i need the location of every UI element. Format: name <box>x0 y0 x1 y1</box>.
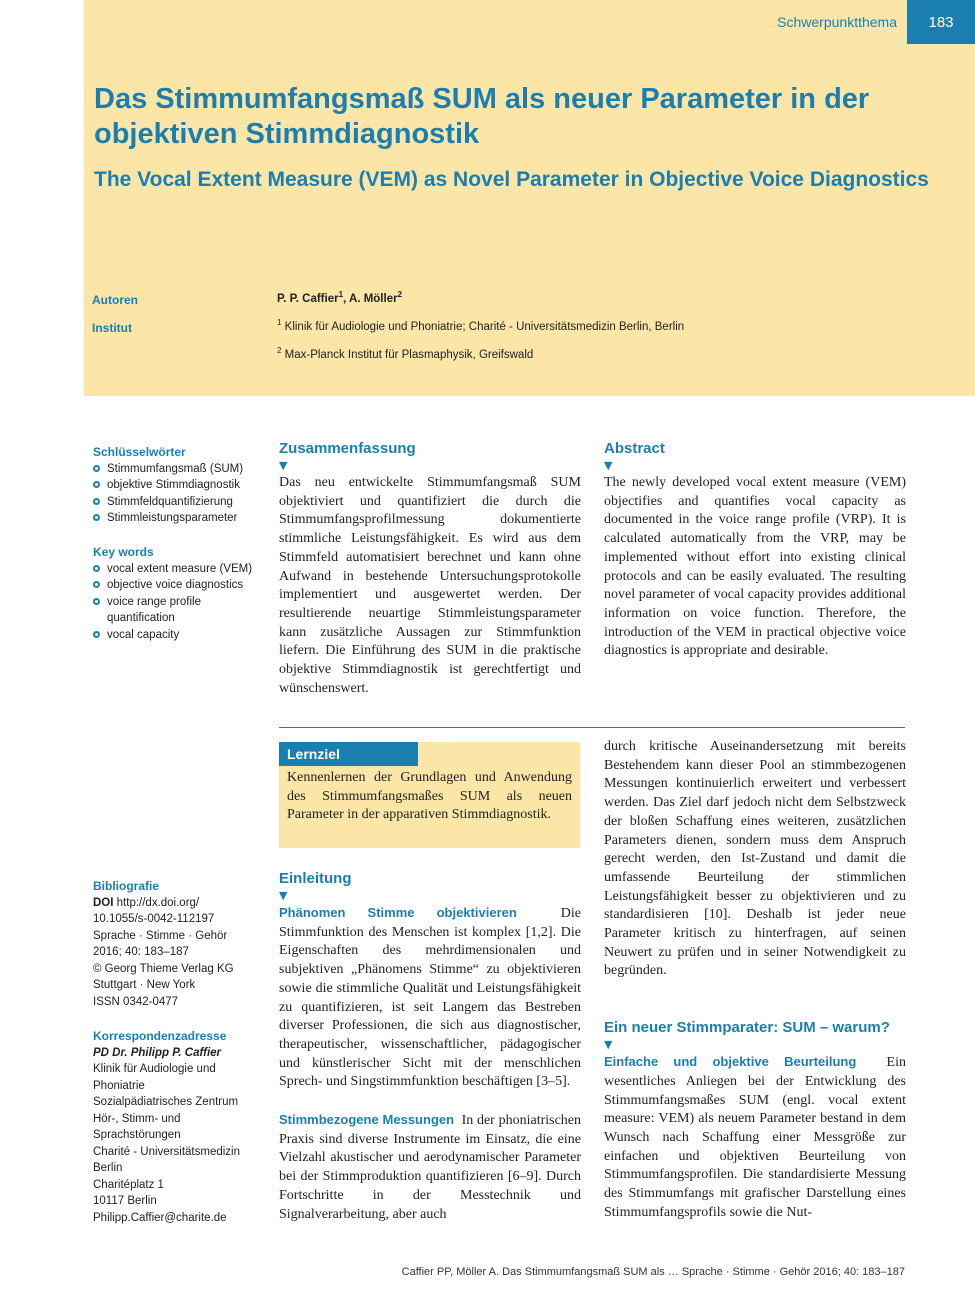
correspondence <box>93 1028 243 1226</box>
abstract-section <box>604 440 906 661</box>
einleitung-paragraph-1: Phänomen Stimme objektivieren Die Stimmfunktion des Menschen ist komplex [1,2]. Die Eigenschaften des mehrdimensionalen und subjektiven „Phänomens Stimme“ zu objektivieren sowie die stimmliche Qualität und Leistungsfähigkeit zu quantifizieren, ist seit Langem das Bestreben diverser Professionen, die sich aus diagnostischer, therapeutischer, wissenschaftlicher, pädagogischer und künstlerischer Sicht mit der menschlichen Sprech- und Singstimmfunktion beschäftigen [3–5]. <box>279 905 581 1090</box>
bibliography <box>93 878 243 1010</box>
abstract-title: Abstract <box>604 440 665 457</box>
keywords-de-title: Schlüsselwörter <box>93 445 186 459</box>
triangle-down-icon: ▼ <box>279 889 288 902</box>
corr-line: 10117 Berlin <box>93 1195 157 1207</box>
divider <box>279 727 905 728</box>
keyword-item: voice range profile quantification <box>93 594 237 627</box>
lernziel-label: Lernziel <box>279 742 418 766</box>
zusammenfassung-section <box>279 440 581 698</box>
biblio-line: ISSN 0342-0477 <box>93 995 179 1008</box>
keyword-item: objektive Stimmdiagnostik <box>93 477 258 494</box>
running-head <box>777 0 975 44</box>
bullet-icon <box>93 481 100 488</box>
institute-label: Institut <box>92 321 132 335</box>
biblio-title: Bibliografie <box>93 879 160 893</box>
keywords-de <box>93 444 258 527</box>
triangle-down-icon: ▼ <box>279 459 288 472</box>
lernziel-box <box>279 742 580 848</box>
keyword-item: Stimmleistungsparameter <box>93 510 258 527</box>
corr-email[interactable]: Philipp.Caffier@charite.de <box>93 1211 227 1224</box>
footer-citation: Caffier PP, Möller A. Das Stimmumfangsmaß SUM als … Sprache · Stimme · Gehör 2016; 40: 183–187 <box>401 1266 905 1278</box>
keyword-item: vocal extent measure (VEM) <box>93 561 258 578</box>
section-label: Schwerpunktthema <box>777 14 897 30</box>
biblio-line: Stuttgart · New York <box>93 979 196 991</box>
triangle-down-icon: ▼ <box>604 1038 613 1052</box>
corr-line: Charitéplatz 1 <box>93 1178 164 1191</box>
continuation-text: durch kritische Auseinandersetzung mit bereits Bestehendem kann dieser Pool an stimmbezogenen Messungen kontinuierlich erweitert und verbessert werden. Das Ziel darf jedoch nicht dem Selbstzweck der bloßen Schaffung eines weiteren, zusätzlichen Parameters dienen, sondern muss dem Anspruch gerecht werden, den Ist-Zustand und damit die umfassende Beurteilung der stimmlichen Leistungsfähigkeit besser zu objektivieren und zu standardisieren [10]. Deshalb ist jeder neue Parameter kritisch zu hinterfragen, auf seinen Neuwert zu prüfen und in seiner Notwendigkeit zu begründen. <box>604 739 906 979</box>
corr-line: Klinik für Audiologie und Phoniatrie <box>93 1063 216 1092</box>
einleitung-title: Einleitung <box>279 870 352 887</box>
biblio-line: 2016; 40: 183–187 <box>93 946 189 958</box>
biblio-line: Sprache · Stimme · Gehör <box>93 929 228 942</box>
authors-label: Autoren <box>92 293 138 307</box>
zusammenfassung-title: Zusammenfassung <box>279 440 416 457</box>
header-band <box>84 0 975 396</box>
authors: P. P. Caffier$^1$, A. Möller$^2$ <box>277 290 403 305</box>
keyword-item: Stimmumfangsmaß (SUM) <box>93 461 258 478</box>
section-title-sum: Ein neuer Stimmparater: SUM – warum? <box>604 1019 890 1037</box>
bullet-icon <box>93 465 100 472</box>
bullet-icon <box>93 565 100 572</box>
title-german: Das Stimmumfangsmaß SUM als neuer Parameter in der objektiven Stimmdiagnostik <box>94 83 870 150</box>
institute-2: $^2$ Max-Planck Institut für Plasmaphysik, Greifswald <box>277 346 534 361</box>
einleitung-paragraph-2: Stimmbezogene Messungen In der phoniatrischen Praxis sind diverse Instrumente im Einsatz, die eine Vielzahl akustischer und aerodynamischer Parameter bei der Stimmproduktion quantifizieren [6–9]. Durch Fortschritte in der Messtechnik und Signalverarbeitung, aber auch <box>279 1112 582 1222</box>
bullet-icon <box>93 631 100 638</box>
bullet-icon <box>93 598 100 605</box>
biblio-doi: DOI http://dx.doi.org/ 10.1055/s-0042-112197 <box>93 896 215 925</box>
bullet-icon <box>93 581 100 588</box>
keywords-en-title: Key words <box>93 545 154 559</box>
keyword-item: objective voice diagnostics <box>93 577 258 594</box>
zusammenfassung-text: Das neu entwickelte Stimmumfangsmaß SUM objektiviert und quantifiziert die durch die Stimmumfangsprofilmessung dokumentierte stimmliche Leistungsfähigkeit. Es wird aus dem Stimmfeld automatisiert berechnet und kann ohne Aufwand in bestehende Untersuchungsprotokolle implementiert und ausgewertet werden. Der resultierende neuartige Stimmleistungsparameter kann zusätzliche Aussagen zur Stimmfunktion liefern. Die Einführung des SUM in die praktische objektive Stimmdiagnostik ist gerechtfertigt und wünschenswert. <box>279 475 581 696</box>
triangle-down-icon: ▼ <box>604 459 613 472</box>
lernziel-text: Kennenlernen der Grundlagen und Anwendung des Stimmumfangsmaßes SUM als neuen Parameter in der apparativen Stimmdiagnostik. <box>287 770 572 823</box>
keyword-item: vocal capacity <box>93 627 258 644</box>
keyword-item: Stimmfeldquantifizierung <box>93 494 258 511</box>
biblio-line: © Georg Thieme Verlag KG <box>93 962 234 975</box>
sum-paragraph: Einfache und objektive Beurteilung Ein wesentliches Anliegen bei der Entwicklung des Stimmumfangsmaßes SUM (engl. vocal extent measure: VEM) als neuem Parameter bestand in dem Wunsch nach Schaffung einer Messgröße zur einfachen und objektiven Beurteilung von Stimmumfangsprofilen. Die standardisierte Messung des Stimmumfangs mit grafischer Darstellung eines Stimmumfangsprofils sowie die Nut- <box>604 1054 906 1220</box>
abstract-text: The newly developed vocal extent measure (VEM) objectifies and quantifies vocal capacity as documented in the voice range profile (VRP). It is calculated automatically from the VRP, may be implemented without effort into existing clinical protocols and can be easily evaluated. The resulting novel parameter of vocal capacity provides additional information on voice function. Therefore, the introduction of the VEM in practical objective voice diagnostics is appropriate and desirable. <box>604 475 906 659</box>
keywords-en <box>93 544 258 643</box>
corr-line: Sozialpädiatrisches Zentrum Hör-, Stimm- und Sprachstörungen <box>93 1096 239 1141</box>
right-column <box>604 738 906 1222</box>
corr-title: Korrespondenzadresse <box>93 1029 227 1043</box>
bullet-icon <box>93 514 100 521</box>
corr-line: Charité - Universitätsmedizin Berlin <box>93 1145 240 1174</box>
institute-1: $^1$ Klinik für Audiologie und Phoniatrie; Charité - Universitätsmedizin Berlin, Berlin <box>277 318 685 333</box>
corr-name: PD Dr. Philipp P. Caffier <box>93 1046 222 1059</box>
page-number: 183 <box>907 0 975 44</box>
einleitung-section <box>279 870 581 1224</box>
bullet-icon <box>93 498 100 505</box>
title-english: The Vocal Extent Measure (VEM) as Novel Parameter in Objective Voice Diagnostics <box>94 168 929 191</box>
